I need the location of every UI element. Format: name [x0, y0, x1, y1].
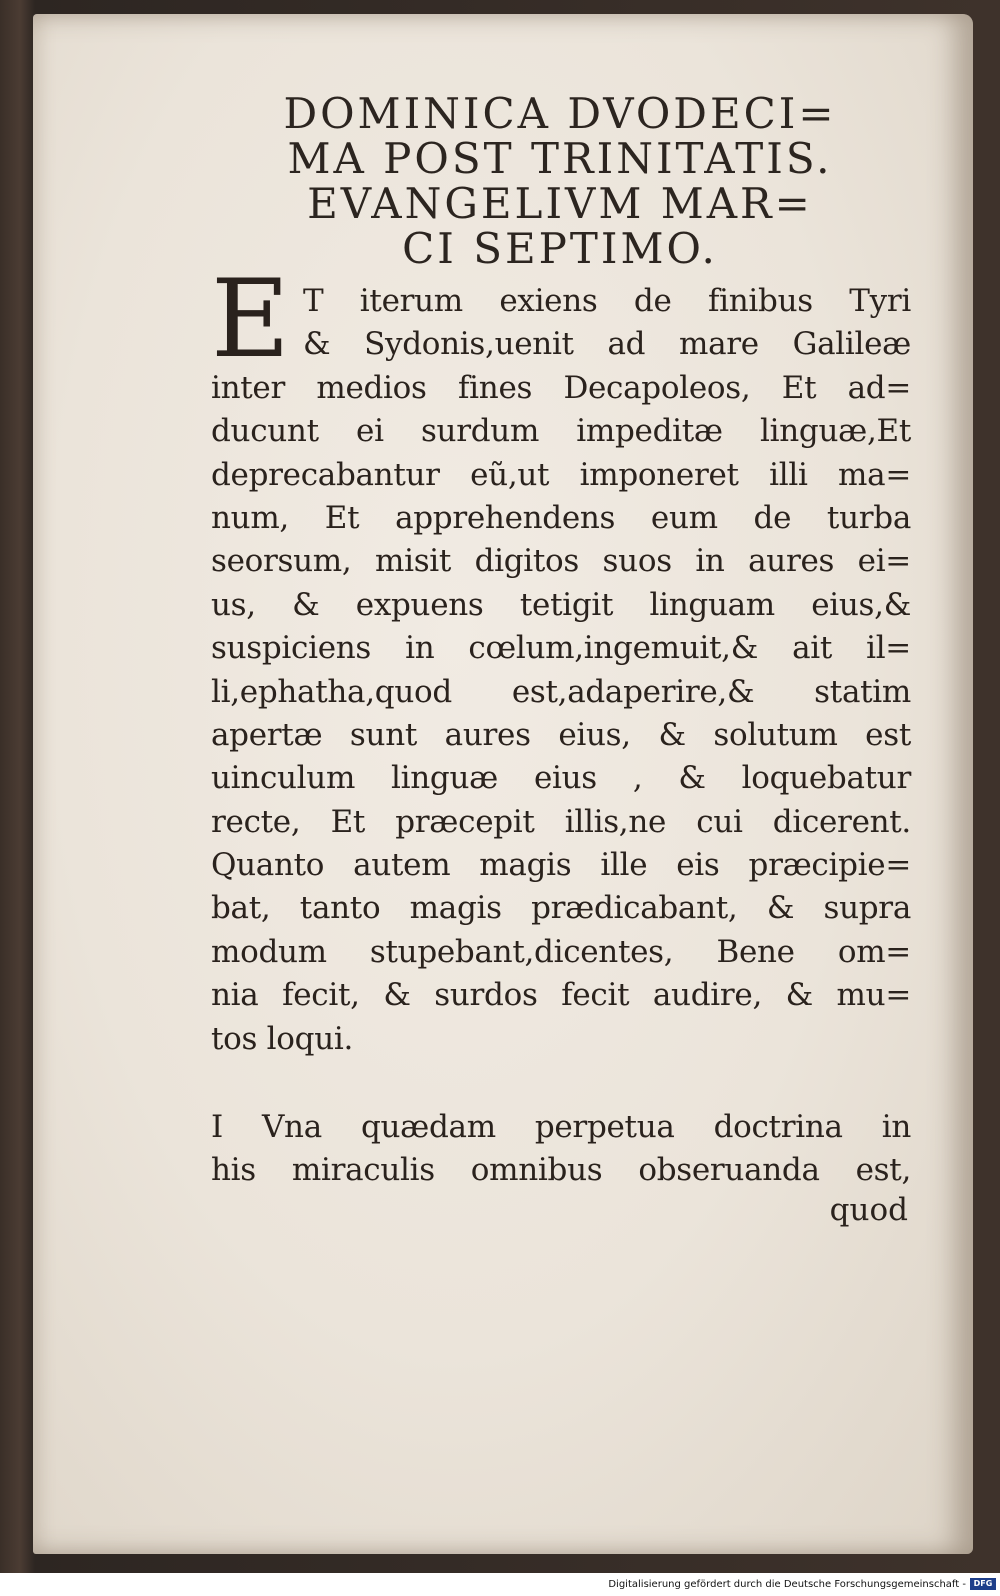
- text-line: Quanto autem magis ille eis præcipie=: [211, 847, 911, 884]
- heading-line: EVANGELIVM MAR=: [307, 179, 813, 228]
- text-line: suspiciens in cœlum,ingemuit,& ait il=: [211, 630, 911, 667]
- text-line: num, Et apprehendens eum de turba: [211, 499, 911, 536]
- text-line: I Vna quædam perpetua doctrina in: [211, 1109, 911, 1145]
- text-line: ducunt ei surdum impeditæ linguæ,Et: [211, 413, 911, 450]
- text-line: bat, tanto magis prædicabant, & supra: [211, 890, 911, 927]
- gospel-text: [211, 280, 911, 1061]
- catchword: quod: [829, 1192, 908, 1228]
- text-line: apertæ sunt aures eius, & solutum est: [211, 716, 911, 753]
- text-line: tos loqui.: [211, 1020, 354, 1057]
- text-line: uinculum linguæ eius , & loquebatur: [211, 760, 911, 797]
- commentary-text: [211, 1106, 911, 1193]
- text-line: seorsum, misit digitos suos in aures ei=: [211, 543, 911, 580]
- text-line: modum stupebant,dicentes, Bene om=: [211, 933, 911, 970]
- page-heading: [210, 91, 910, 271]
- text-line: T iterum exiens de finibus Tyri: [303, 283, 911, 319]
- text-line: us, & expuens tetigit linguam eius,&: [211, 586, 911, 623]
- heading-line: DOMINICA DVODECI=: [283, 89, 837, 138]
- text-line: & Sydonis,uenit ad mare Galileæ: [303, 326, 911, 363]
- heading-line: MA POST TRINITATIS.: [287, 134, 833, 183]
- text-line: inter medios fines Decapoleos, Et ad=: [211, 369, 911, 406]
- text-line: deprecabantur eũ,ut imponeret illi ma=: [211, 456, 911, 493]
- funding-credit: Digitalisierung gefördert durch die Deutsche Forschungsgemeinschaft -: [608, 1579, 966, 1590]
- heading-line: CI SEPTIMO.: [402, 224, 718, 273]
- drop-capital: E: [211, 257, 290, 382]
- dfg-logo: DFG: [970, 1578, 996, 1590]
- text-line: li,ephatha,quod est,adaperire,& statim: [211, 673, 911, 710]
- text-line: his miraculis omnibus obseruanda est,: [211, 1152, 911, 1189]
- digitization-footer: [0, 1573, 1000, 1596]
- text-line: recte, Et præcepit illis,ne cui dicerent.: [211, 803, 911, 840]
- text-line: nia fecit, & surdos fecit audire, & mu=: [211, 977, 911, 1014]
